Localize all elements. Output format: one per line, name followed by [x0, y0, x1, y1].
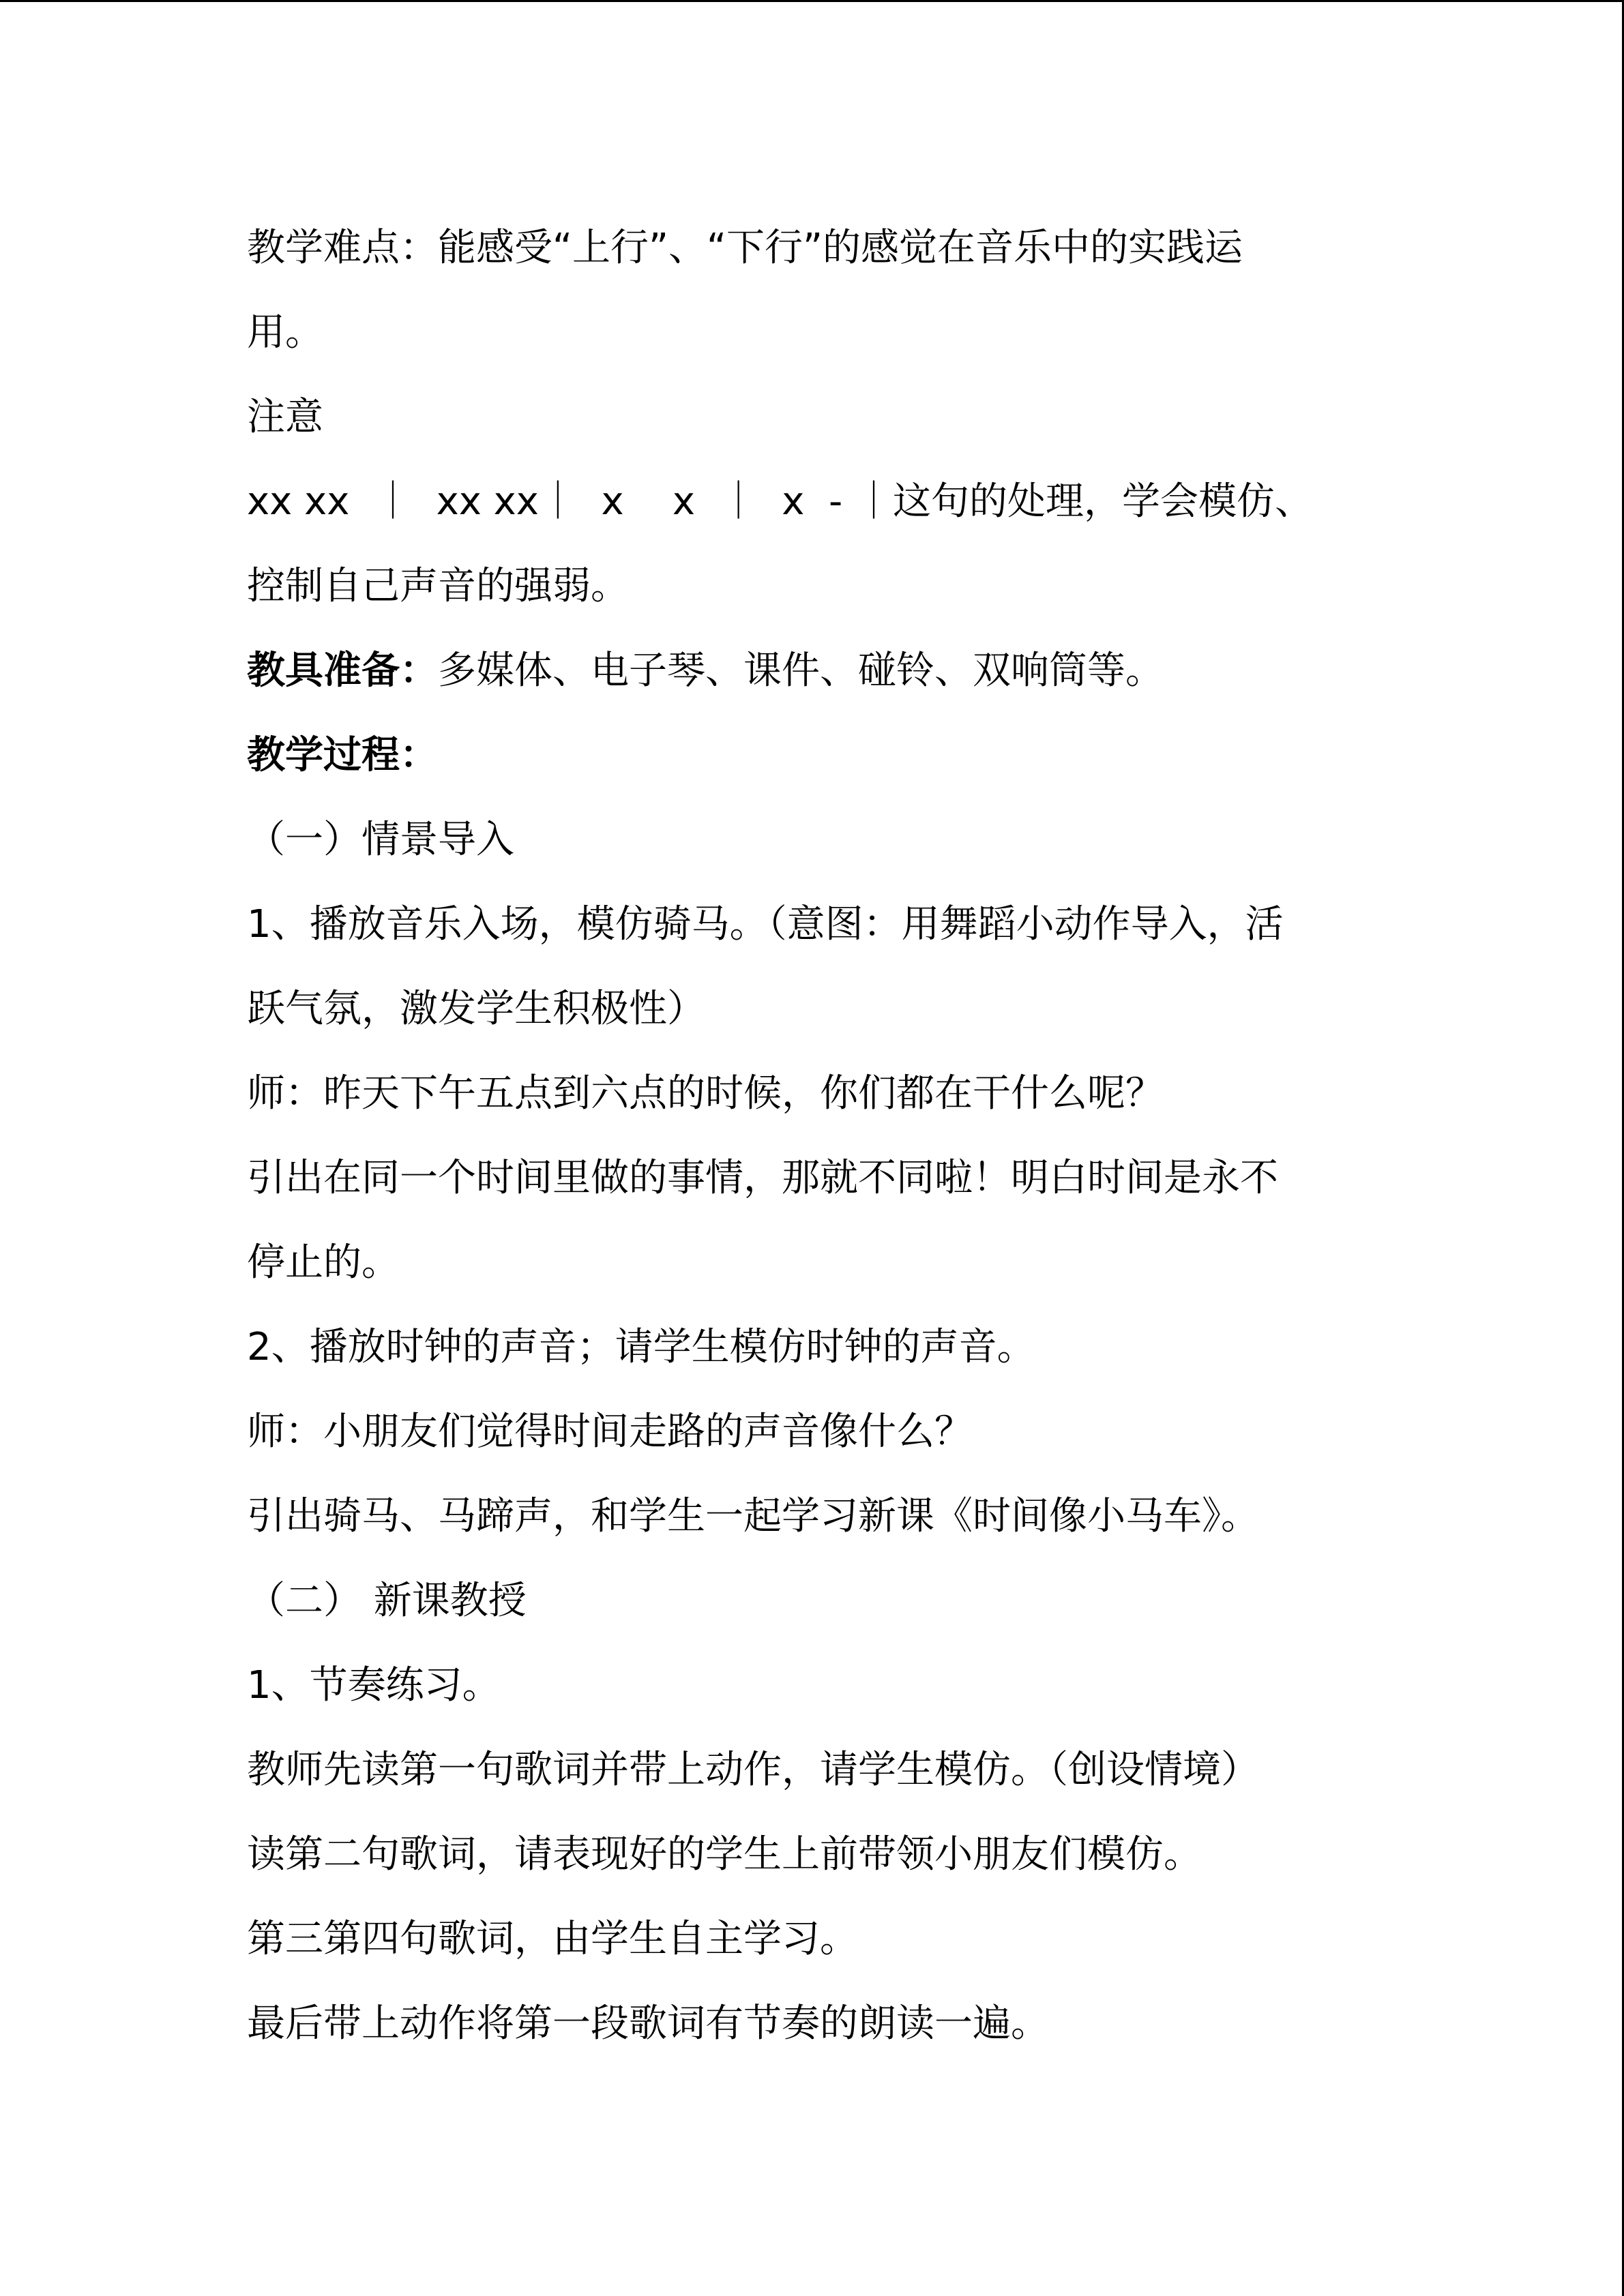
teaching-aids-line — [247, 629, 1406, 713]
teaching-aids-label: 教具准备： — [247, 648, 438, 693]
section-2-line: 最后带上动作将第一段歌词有节奏的朗读一遍。 — [247, 2001, 1049, 2046]
note-heading: 注意 — [247, 395, 323, 439]
section-1-line: 跃气氛，激发学生积极性） — [247, 987, 705, 1031]
process-heading: 教学过程： — [247, 733, 438, 777]
section-1-line: 1、播放音乐入场，模仿骑马。（意图：用舞蹈小动作导入，活 — [247, 902, 1284, 946]
section-2-heading: （二） 新课教授 — [247, 1579, 527, 1623]
section-1-line: 师：小朋友们觉得时间走路的声音像什么？ — [247, 1410, 973, 1454]
section-2-line: 1、节奏练习。 — [247, 1663, 501, 1708]
section-1-line: 师：昨天下午五点到六点的时候，你们都在干什么呢？ — [247, 1071, 1164, 1116]
teaching-difficulty-line-2: 用。 — [247, 310, 323, 355]
section-1-line: 2、播放时钟的声音；请学生模仿时钟的声音。 — [247, 1325, 1035, 1369]
page-border-top — [0, 0, 1624, 2]
document-body — [247, 206, 1406, 2066]
section-2-line: 读第二句歌词，请表现好的学生上前带领小朋友们模仿。 — [247, 1832, 1202, 1877]
section-1-line: 停止的。 — [247, 1240, 400, 1285]
section-2-line: 教师先读第一句歌词并带上动作，请学生模仿。（创设情境） — [247, 1748, 1259, 1792]
section-1-line: 引出在同一个时间里做的事情，那就不同啦！明白时间是永不 — [247, 1156, 1278, 1200]
teaching-difficulty-line-1: 教学难点：能感受“上行”、“下行”的感觉在音乐中的实践运 — [247, 226, 1243, 270]
rhythm-note-line: xx xx ｜ xx xx｜ x x ｜ x - ｜这句的处理，学会模仿、 — [247, 479, 1313, 524]
section-1-line: 引出骑马、马蹄声，和学生一起学习新课《时间像小马车》。 — [247, 1494, 1259, 1538]
section-1-heading: （一）情景导入 — [247, 818, 514, 862]
rhythm-note-line-2: 控制自己声音的强弱。 — [247, 564, 629, 608]
section-2-line: 第三第四句歌词，由学生自主学习。 — [247, 1917, 858, 1961]
teaching-aids-text: 多媒体、电子琴、课件、碰铃、双响筒等。 — [438, 648, 1164, 693]
